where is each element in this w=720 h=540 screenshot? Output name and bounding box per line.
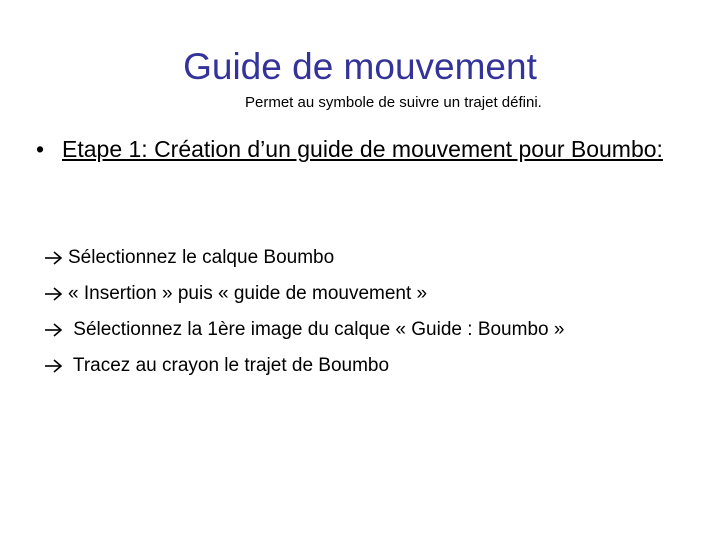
- step-item: [44, 312, 714, 348]
- right-arrow-icon: [44, 250, 64, 266]
- step-item: [44, 240, 714, 276]
- step-text: Sélectionnez la 1ère image du calque « Guide : Boumbo »: [68, 319, 565, 340]
- step-item: [44, 276, 714, 312]
- bullet-marker: •: [36, 136, 45, 162]
- right-arrow-icon: [44, 286, 64, 302]
- slide-title: Guide de mouvement: [183, 46, 537, 87]
- step-item: [44, 348, 714, 384]
- steps-list: [44, 240, 714, 384]
- step-text: Tracez au crayon le trajet de Boumbo: [68, 355, 390, 376]
- step-text: « Insertion » puis « guide de mouvement »: [68, 283, 428, 304]
- step-text: Sélectionnez le calque Boumbo: [68, 247, 335, 268]
- bullet-text: Etape 1: Création d’un guide de mouvement pour Boumbo:: [62, 136, 663, 162]
- right-arrow-icon: [44, 322, 64, 338]
- slide-subtitle: Permet au symbole de suivre un trajet défini.: [245, 94, 542, 111]
- right-arrow-icon: [44, 358, 64, 374]
